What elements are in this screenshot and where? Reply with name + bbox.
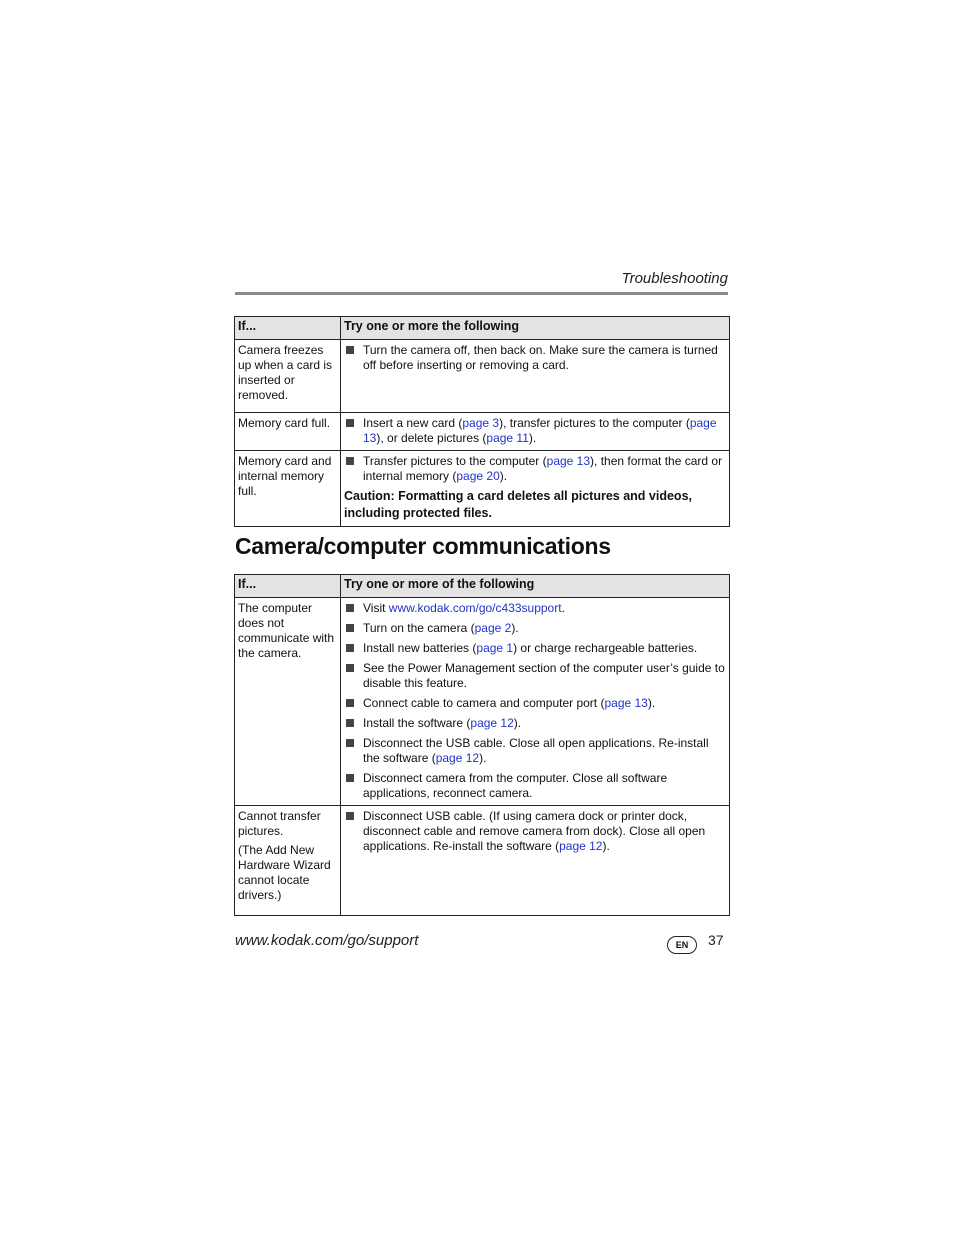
solution-cell xyxy=(341,451,730,527)
list-item: Disconnect camera from the computer. Close all software applications, reconnect camera. xyxy=(344,771,726,801)
page-link[interactable]: page 12 xyxy=(559,839,603,853)
condition-cell xyxy=(235,806,341,916)
solution-cell xyxy=(341,806,730,916)
condition-cell: Memory card full. xyxy=(235,413,341,451)
list-item: Disconnect the USB cable. Close all open applications. Re-install the software (page 12). xyxy=(344,736,726,766)
page-link[interactable]: page 12 xyxy=(470,716,514,730)
page-link[interactable]: page 13 xyxy=(604,696,648,710)
communications-table xyxy=(234,574,730,916)
condition-cell: Memory card and internal memory full. xyxy=(235,451,341,527)
table-row xyxy=(235,598,730,806)
language-badge: EN xyxy=(667,936,697,954)
list-item: Disconnect USB cable. (If using camera dock or printer dock, disconnect cable and remove camera from dock). Close all open applications. Re-install the software (page 12). xyxy=(344,809,726,854)
list-item: See the Power Management section of the computer user’s guide to disable this feature. xyxy=(344,661,726,691)
condition-note: (The Add New Hardware Wizard cannot locate drivers.) xyxy=(238,843,331,902)
condition-text: Cannot transfer pictures. xyxy=(238,809,321,838)
list-item: Visit www.kodak.com/go/c433support. xyxy=(344,601,726,616)
support-url-link[interactable]: www.kodak.com/go/c433support xyxy=(388,601,562,615)
page-number: 37 xyxy=(708,932,724,948)
solution-cell xyxy=(341,413,730,451)
page-link[interactable]: page 13 xyxy=(546,454,591,468)
list-item: Turn the camera off, then back on. Make sure the camera is turned off before inserting or removing a card. xyxy=(344,343,726,373)
table-row xyxy=(235,451,730,527)
list-item: Install new batteries (page 1) or charge rechargeable batteries. xyxy=(344,641,726,656)
table-row xyxy=(235,413,730,451)
list-item: Insert a new card (page 3), transfer pictures to the computer (page 13), or delete pictures (page 11). xyxy=(344,416,726,446)
page-link[interactable]: page 3 xyxy=(462,416,500,430)
page-link[interactable]: page 12 xyxy=(435,751,480,765)
section-title: Camera/computer communications xyxy=(235,533,611,559)
list-item: Install the software (page 12). xyxy=(344,716,726,731)
troubleshooting-table xyxy=(234,316,730,527)
page-link[interactable]: page 1 xyxy=(476,641,514,655)
list-item: Turn on the camera (page 2). xyxy=(344,621,726,636)
table-row xyxy=(235,340,730,413)
page-link[interactable]: page 11 xyxy=(486,431,529,445)
page-link[interactable]: page 13 xyxy=(363,416,717,445)
page-header-title: Troubleshooting xyxy=(621,270,728,287)
page-link[interactable]: page 20 xyxy=(456,469,500,483)
table-row xyxy=(235,806,730,916)
column-header-try: Try one or more the following xyxy=(341,317,730,340)
footer-url: www.kodak.com/go/support xyxy=(235,932,419,949)
column-header-if: If... xyxy=(235,575,341,598)
solution-cell xyxy=(341,598,730,806)
column-header-try: Try one or more of the following xyxy=(341,575,730,598)
page-link[interactable]: page 2 xyxy=(474,621,512,635)
caution-note: Caution: Formatting a card deletes all pictures and videos, including protected files. xyxy=(344,489,692,520)
list-item: Connect cable to camera and computer port (page 13). xyxy=(344,696,726,711)
column-header-if: If... xyxy=(235,317,341,340)
header-rule xyxy=(235,292,728,295)
condition-cell: The computer does not communicate with the camera. xyxy=(235,598,341,806)
condition-cell: Camera freezes up when a card is inserted or removed. xyxy=(235,340,341,413)
list-item: Transfer pictures to the computer (page 13), then format the card or internal memory (page 20). xyxy=(344,454,726,484)
solution-cell xyxy=(341,340,730,413)
